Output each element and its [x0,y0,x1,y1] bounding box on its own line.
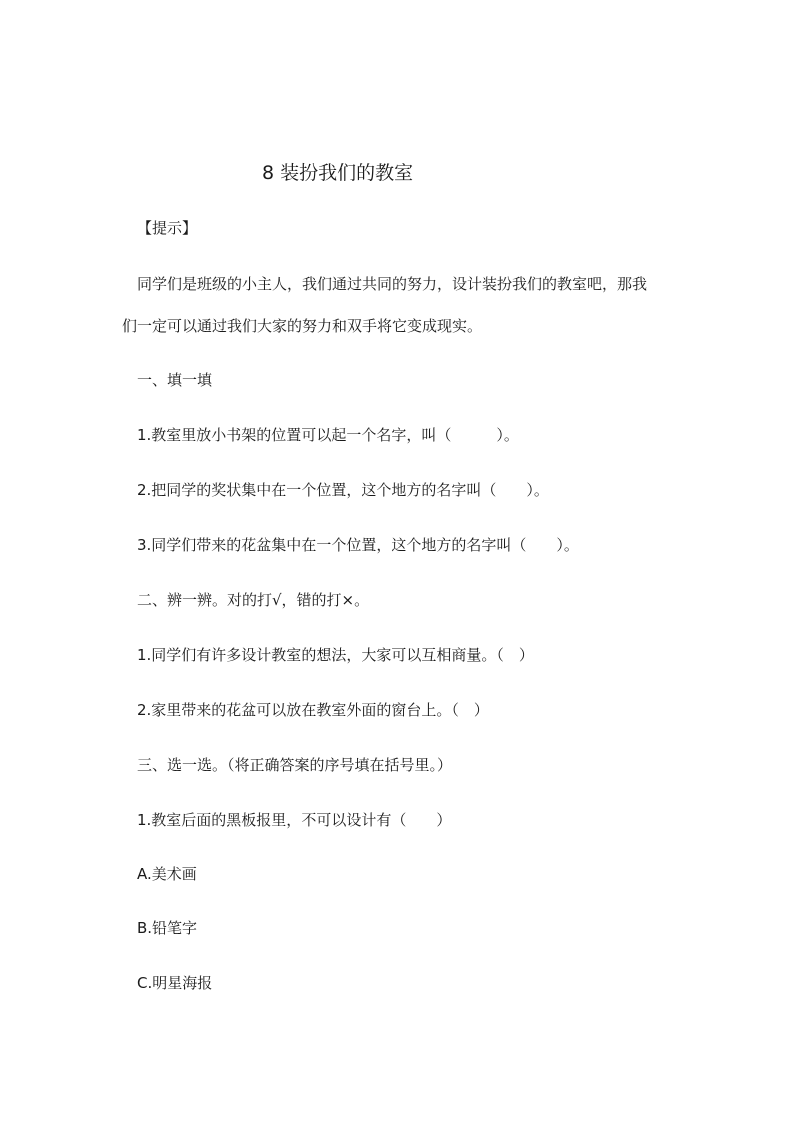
fill-question-3: 3.同学们带来的花盆集中在一个位置，这个地方的名字叫（ ）。 [137,536,579,554]
judge-question-2: 2.家里带来的花盆可以放在教室外面的窗台上。（ ） [137,701,489,719]
judge-question-1: 1.同学们有许多设计教室的想法，大家可以互相商量。（ ） [137,646,534,664]
fill-question-2: 2.把同学的奖状集中在一个位置，这个地方的名字叫（ ）。 [137,481,549,499]
choice-question-1: 1.教室后面的黑板报里，不可以设计有（ ） [137,811,452,829]
section-2-heading: 二、辨一辨。对的打√，错的打×。 [137,591,370,609]
choice-option-a: A.美术画 [137,865,197,883]
section-1-heading: 一、填一填 [137,371,213,389]
section-3-heading: 三、选一选。（将正确答案的序号填在括号里。） [137,756,453,774]
intro-line-2: 们一定可以通过我们大家的努力和双手将它变成现实。 [122,317,483,335]
page-title: 8 装扮我们的教室 [262,162,414,184]
fill-question-1: 1.教室里放小书架的位置可以起一个名字，叫（ ）。 [137,426,519,444]
intro-line-1: 同学们是班级的小主人，我们通过共同的努力，设计装扮我们的教室吧，那我 [137,275,648,293]
choice-option-b: B.铅笔字 [137,919,198,937]
choice-option-c: C.明星海报 [137,974,213,992]
hint-heading: 【提示】 [137,219,198,237]
